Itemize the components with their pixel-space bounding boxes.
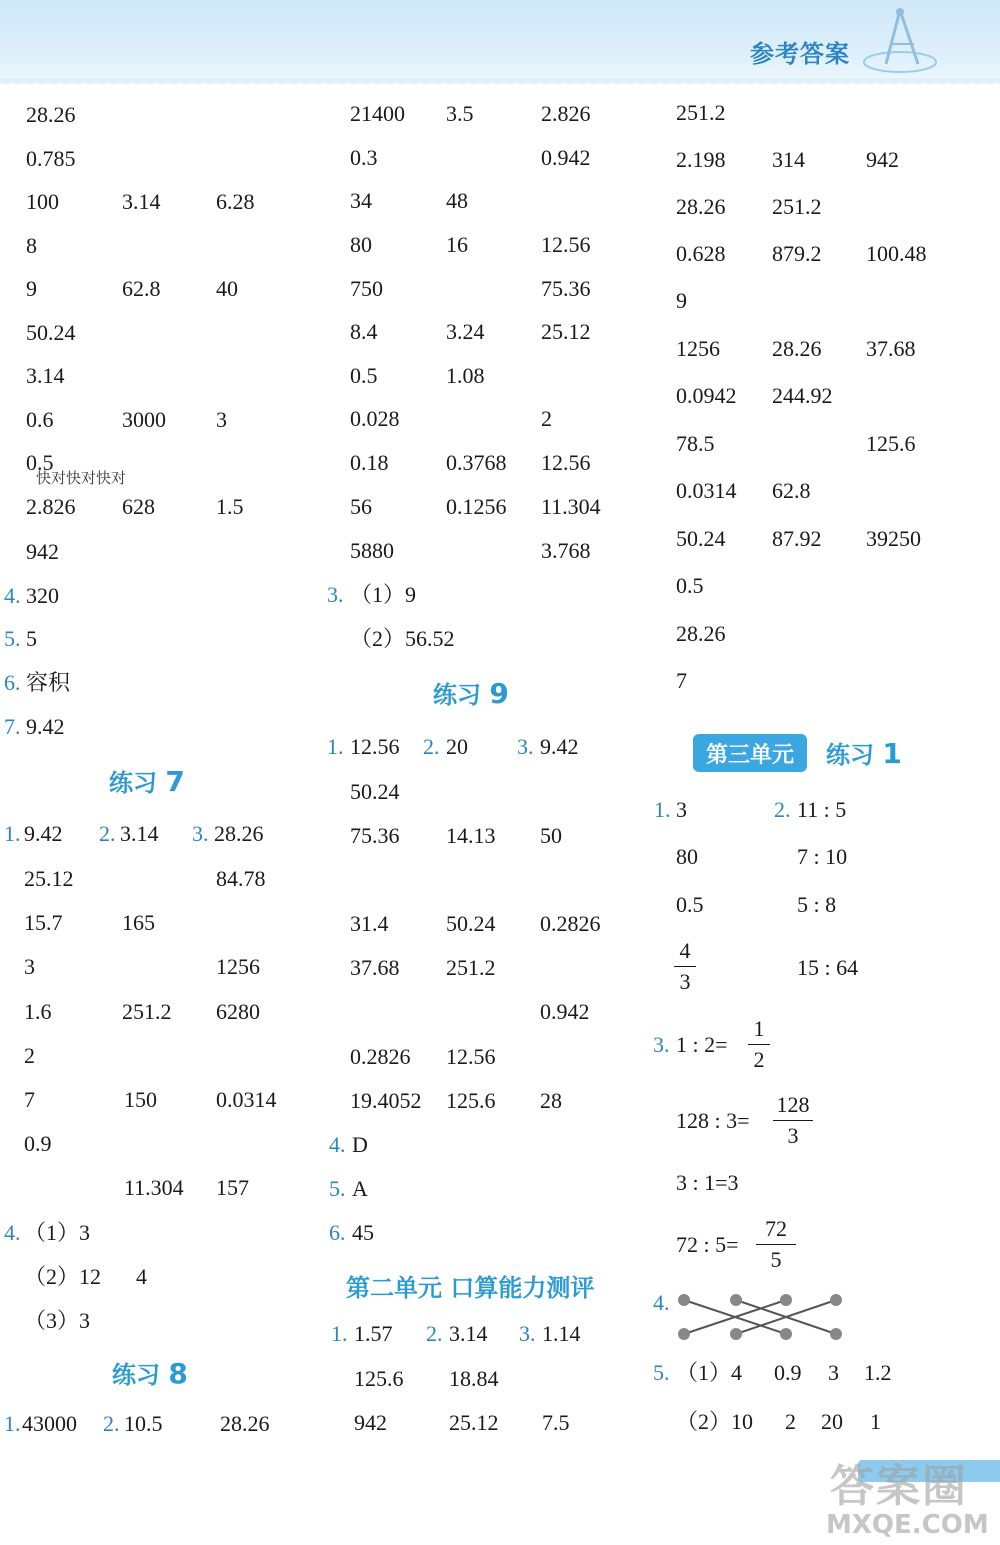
answer: 0.5 [676, 573, 704, 598]
answer: 14.13 [446, 823, 496, 848]
answer: 容积 [26, 670, 71, 695]
match-dot [830, 1294, 842, 1306]
question-number: 3. [517, 734, 534, 759]
question-number: 4. [653, 1290, 670, 1315]
exercise-heading-8: 练习 8 [112, 1357, 188, 1390]
answer: 8 [26, 233, 37, 258]
question-number: 2. [99, 821, 116, 846]
question-number: 4. [4, 583, 21, 608]
answer: 11 : 5 [797, 797, 847, 822]
answer: 2 [24, 1043, 35, 1068]
question-number: 2. [103, 1411, 120, 1436]
answer: 25.12 [449, 1410, 499, 1435]
answer: 37.68 [866, 336, 916, 361]
answer: 320 [26, 583, 59, 608]
answer: 25.12 [541, 319, 591, 344]
question-number: 5. [329, 1176, 346, 1201]
answer: 0.1256 [446, 494, 507, 519]
answer: 10.5 [124, 1411, 163, 1436]
answer: 0.5 [26, 450, 54, 475]
answer: 8.4 [350, 319, 378, 344]
answer: 1.08 [446, 363, 485, 388]
answer: 0.028 [350, 406, 400, 431]
question-number: 1. [327, 734, 344, 759]
answer: 9.42 [26, 714, 65, 739]
answer: 12.56 [541, 450, 591, 475]
question-number: 3. [327, 582, 344, 607]
answer: 20 [446, 734, 468, 759]
match-dot [730, 1328, 742, 1340]
answer: 5 [26, 626, 37, 651]
answer: 5880 [350, 538, 394, 563]
answer: 0.18 [350, 450, 389, 475]
answer: 43000 [22, 1411, 77, 1436]
answer: 942 [354, 1410, 387, 1435]
answer: 31.4 [350, 911, 389, 936]
answer: 750 [350, 276, 383, 301]
answer: 7 [676, 668, 687, 693]
answer: 50.24 [26, 320, 76, 345]
answer: 12.56 [350, 734, 400, 759]
question-number: 7. [4, 714, 21, 739]
answer: 251.2 [772, 194, 822, 219]
answer: 9.42 [540, 734, 579, 759]
unit-3-badge: 第三单元 [693, 734, 807, 772]
answer: 6.28 [216, 189, 255, 214]
answer: 12.56 [446, 1044, 496, 1069]
answer: 78.5 [676, 431, 715, 456]
answer: （1）4 [676, 1360, 743, 1385]
answer: 3.14 [120, 821, 159, 846]
answer: 879.2 [772, 241, 822, 266]
question-number: 3. [192, 821, 209, 846]
answer: 1.57 [354, 1321, 393, 1346]
answer: 7.5 [542, 1410, 570, 1435]
answer: 19.4052 [350, 1088, 422, 1113]
answer: 251.2 [676, 100, 726, 125]
match-dot [678, 1294, 690, 1306]
answer: 2.826 [541, 101, 591, 126]
match-dot [830, 1328, 842, 1340]
answer: 3.5 [446, 101, 474, 126]
answer: 0.9 [24, 1131, 52, 1156]
answer: 1256 [676, 336, 720, 361]
answer: 28.26 [220, 1411, 270, 1436]
answer: 0.9 [774, 1360, 802, 1385]
watermark-logo: 答案圈 MXQE.COM [826, 1461, 989, 1540]
answer: 0.785 [26, 146, 76, 171]
answer: 5 : 8 [797, 892, 837, 917]
answer: 11.304 [124, 1175, 184, 1200]
answer: 40 [216, 276, 238, 301]
answer: 7 : 10 [797, 844, 848, 869]
answer: 165 [122, 910, 155, 935]
answer: （2）12 [24, 1264, 102, 1289]
answer: 15.7 [24, 910, 63, 935]
answer: 125.6 [866, 431, 916, 456]
fraction: 4 3 [674, 940, 696, 993]
answer: 3.14 [122, 189, 161, 214]
match-dot [780, 1328, 792, 1340]
header-title: 参考答案 [750, 40, 850, 68]
answer: 80 [676, 844, 698, 869]
answer: 0.3 [350, 145, 378, 170]
answer: 20 [821, 1409, 843, 1434]
answer: 87.92 [772, 526, 822, 551]
answer: 80 [350, 232, 372, 257]
answer: 2 [785, 1409, 796, 1434]
answer: 6280 [216, 999, 260, 1024]
answer: 3 [24, 954, 35, 979]
answer: 18.84 [449, 1366, 499, 1391]
compass-icon [860, 4, 940, 76]
answer: 50.24 [446, 911, 496, 936]
answer: 0.2826 [350, 1044, 411, 1069]
question-number: 2. [426, 1321, 443, 1346]
answer: 0.3768 [446, 450, 507, 475]
answer: （3）3 [24, 1308, 91, 1333]
answer: 72 : 5= [676, 1232, 739, 1257]
answer: 4 [136, 1264, 147, 1289]
match-dot [780, 1294, 792, 1306]
answer: 28 [540, 1088, 562, 1113]
answer: 0.5 [676, 892, 704, 917]
question-number: 6. [4, 670, 21, 695]
answer: 28.26 [676, 194, 726, 219]
answer: （1）3 [24, 1220, 91, 1245]
answer: 15 : 64 [797, 955, 859, 980]
answer: 100.48 [866, 241, 927, 266]
answer: 0.942 [540, 999, 590, 1024]
answer: 100 [26, 189, 59, 214]
answer: 1.6 [24, 999, 52, 1024]
answer: 2.198 [676, 147, 726, 172]
answer: 0.6 [26, 407, 54, 432]
answer: （1）9 [350, 582, 417, 607]
answer: 2 [541, 406, 552, 431]
answer: 251.2 [122, 999, 172, 1024]
question-number: 4. [4, 1220, 21, 1245]
answer: 28.26 [214, 821, 264, 846]
question-number: 5. [653, 1360, 670, 1385]
answer: 128 : 3= [676, 1108, 750, 1133]
answer: 0.5 [350, 363, 378, 388]
fraction: 128 3 [773, 1094, 813, 1147]
answer: （2）10 [676, 1409, 754, 1434]
answer: 28.26 [26, 102, 76, 127]
question-number: 1. [331, 1321, 348, 1346]
answer: 628 [122, 494, 155, 519]
answer: 1256 [216, 954, 260, 979]
answer: 125.6 [354, 1366, 404, 1391]
answer: 28.26 [772, 336, 822, 361]
answer: 12.56 [541, 232, 591, 257]
answer: 3.768 [541, 538, 591, 563]
question-number: 3. [653, 1032, 670, 1057]
answer: 3 : 1=3 [676, 1170, 739, 1195]
exercise-heading-7: 练习 7 [109, 765, 185, 798]
answer: 0.942 [541, 145, 591, 170]
answer: 942 [866, 147, 899, 172]
answer: 3 [676, 797, 687, 822]
question-number: 4. [329, 1132, 346, 1157]
question-number: 1. [654, 797, 671, 822]
answer: 3000 [122, 407, 166, 432]
answer: 37.68 [350, 955, 400, 980]
answer: 1 : 2= [676, 1032, 728, 1057]
answer: 0.0942 [676, 383, 737, 408]
answer: 150 [124, 1087, 157, 1112]
answer: 7 [24, 1087, 35, 1112]
answer: 3.14 [26, 363, 65, 388]
answer: 75.36 [350, 823, 400, 848]
answer: 28.26 [676, 621, 726, 646]
answer: A [352, 1176, 368, 1201]
answer: 0.0314 [216, 1087, 277, 1112]
answer: 75.36 [541, 276, 591, 301]
answer: 1.2 [864, 1360, 892, 1385]
question-number: 2. [774, 797, 791, 822]
fraction: 1 2 [748, 1018, 770, 1071]
unit-2-heading: 第二单元 口算能力测评 [346, 1274, 595, 1302]
answer: 9 [676, 288, 687, 313]
answer: 45 [352, 1220, 374, 1245]
page-header [0, 0, 1000, 84]
answer: 314 [772, 147, 805, 172]
answer: 0.0314 [676, 478, 737, 503]
question-number: 3. [519, 1321, 536, 1346]
answer: 244.92 [772, 383, 833, 408]
answer: 3.24 [446, 319, 485, 344]
answer: 125.6 [446, 1088, 496, 1113]
question-number: 6. [329, 1220, 346, 1245]
fraction: 72 5 [756, 1218, 796, 1271]
matching-diagram [676, 1290, 848, 1342]
answer: 3.14 [449, 1321, 488, 1346]
answer: 1.14 [542, 1321, 581, 1346]
answer: 34 [350, 188, 372, 213]
answer: 62.8 [772, 478, 811, 503]
answer: 0.2826 [540, 911, 601, 936]
answer: 25.12 [24, 866, 74, 891]
answer: 1 [870, 1409, 881, 1434]
match-dot [678, 1328, 690, 1340]
question-number: 1. [4, 1411, 21, 1436]
answer: 1.5 [216, 494, 244, 519]
answer: 48 [446, 188, 468, 213]
answer: 62.8 [122, 276, 161, 301]
question-number: 5. [4, 626, 21, 651]
question-number: 2. [423, 734, 440, 759]
answer: 50.24 [350, 779, 400, 804]
answer: 50.24 [676, 526, 726, 551]
answer: 50 [540, 823, 562, 848]
answer: 9 [26, 276, 37, 301]
answer: 21400 [350, 101, 405, 126]
answer: 251.2 [446, 955, 496, 980]
answer: D [352, 1132, 368, 1157]
answer: 16 [446, 232, 468, 257]
exercise-heading-9: 练习 9 [433, 677, 509, 710]
answer: 942 [26, 539, 59, 564]
question-number: 1. [4, 821, 21, 846]
answer: 9.42 [24, 821, 63, 846]
stamp-overlay-text: 快对快对快对 [36, 469, 127, 487]
answer: 39250 [866, 526, 921, 551]
match-dot [730, 1294, 742, 1306]
answer: 84.78 [216, 866, 266, 891]
answer: 3 [216, 407, 227, 432]
answer: 157 [216, 1175, 249, 1200]
answer: 3 [828, 1360, 839, 1385]
exercise-heading-unit3-1: 练习 1 [826, 737, 902, 770]
answer: 11.304 [541, 494, 601, 519]
answer: 0.628 [676, 241, 726, 266]
answer: 56 [350, 494, 372, 519]
answer: （2）56.52 [350, 626, 455, 651]
answer: 2.826 [26, 494, 76, 519]
